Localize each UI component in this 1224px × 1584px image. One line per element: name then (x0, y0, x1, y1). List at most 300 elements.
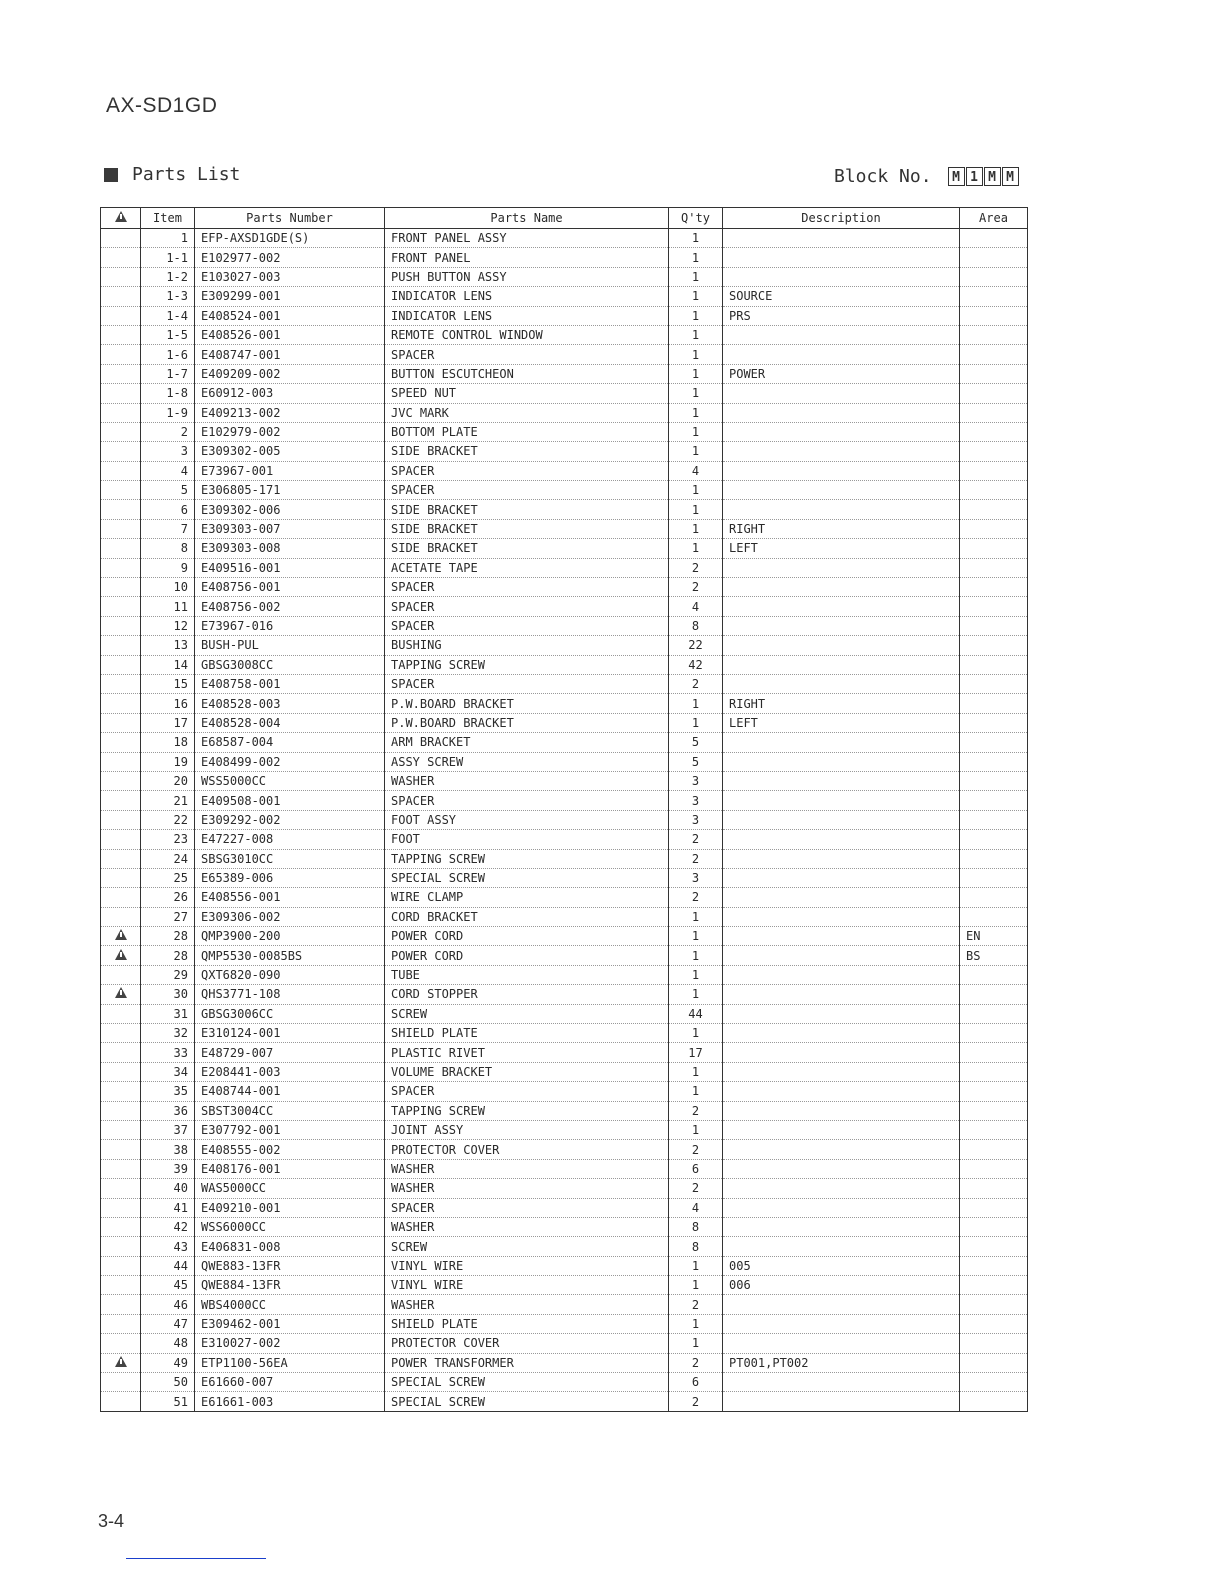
parts-number-cell: E307792-001 (195, 1120, 385, 1139)
parts-name-cell: JVC MARK (385, 403, 669, 422)
area-cell (960, 248, 1028, 267)
qty-cell: 2 (669, 674, 723, 693)
item-cell: 51 (141, 1392, 195, 1411)
qty-cell: 1 (669, 267, 723, 286)
description-cell: SOURCE (723, 287, 960, 306)
description-cell (723, 578, 960, 597)
safety-mark-cell (101, 752, 141, 771)
item-cell: 35 (141, 1082, 195, 1101)
parts-name-cell: SPACER (385, 616, 669, 635)
parts-number-cell: E409210-001 (195, 1198, 385, 1217)
safety-mark-cell (101, 1024, 141, 1043)
item-cell: 49 (141, 1353, 195, 1372)
qty-cell: 2 (669, 578, 723, 597)
qty-cell: 3 (669, 791, 723, 810)
table-row (101, 422, 1028, 441)
parts-number-cell: E408528-004 (195, 713, 385, 732)
parts-name-cell: SIDE BRACKET (385, 500, 669, 519)
table-row (101, 1004, 1028, 1023)
qty-cell: 1 (669, 1314, 723, 1333)
footer-rule (126, 1558, 266, 1559)
safety-mark-cell (101, 1314, 141, 1333)
table-row (101, 985, 1028, 1004)
item-cell: 14 (141, 655, 195, 674)
description-cell (723, 461, 960, 480)
area-cell (960, 229, 1028, 248)
safety-mark-cell (101, 500, 141, 519)
qty-cell: 1 (669, 364, 723, 383)
parts-name-cell: POWER CORD (385, 927, 669, 946)
table-row (101, 1276, 1028, 1295)
parts-number-cell: E61660-007 (195, 1373, 385, 1392)
description-cell (723, 1159, 960, 1178)
area-cell (960, 1024, 1028, 1043)
parts-number-cell: E408747-001 (195, 345, 385, 364)
area-cell (960, 442, 1028, 461)
block-code-boxes (948, 167, 1020, 186)
parts-name-cell: VINYL WIRE (385, 1256, 669, 1275)
description-cell (723, 1120, 960, 1139)
safety-mark-cell (101, 674, 141, 693)
description-cell (723, 1179, 960, 1198)
table-row (101, 519, 1028, 538)
parts-table (100, 207, 1028, 1412)
item-cell: 7 (141, 519, 195, 538)
qty-cell: 1 (669, 965, 723, 984)
safety-mark-cell (101, 1062, 141, 1081)
parts-name-cell: PROTECTOR COVER (385, 1140, 669, 1159)
table-row (101, 500, 1028, 519)
parts-name-cell: POWER CORD (385, 946, 669, 965)
safety-mark-cell (101, 1334, 141, 1353)
parts-number-cell: GBSG3008CC (195, 655, 385, 674)
table-row (101, 306, 1028, 325)
area-cell (960, 481, 1028, 500)
qty-cell: 6 (669, 1159, 723, 1178)
safety-mark-cell (101, 868, 141, 887)
parts-number-cell: E408756-001 (195, 578, 385, 597)
item-cell: 1-2 (141, 267, 195, 286)
parts-name-cell: VINYL WIRE (385, 1276, 669, 1295)
area-cell (960, 1004, 1028, 1023)
parts-name-cell: BOTTOM PLATE (385, 422, 669, 441)
safety-mark-cell (101, 927, 141, 946)
qty-cell: 1 (669, 1062, 723, 1081)
area-cell (960, 985, 1028, 1004)
table-row (101, 442, 1028, 461)
block-number (834, 166, 1020, 187)
parts-number-cell: E408526-001 (195, 325, 385, 344)
area-cell (960, 830, 1028, 849)
safety-mark-cell (101, 345, 141, 364)
qty-cell: 1 (669, 229, 723, 248)
table-row (101, 1217, 1028, 1236)
table-row (101, 907, 1028, 926)
table-row (101, 287, 1028, 306)
item-cell: 38 (141, 1140, 195, 1159)
qty-cell: 1 (669, 1276, 723, 1295)
parts-number-cell: E408555-002 (195, 1140, 385, 1159)
safety-mark-cell (101, 364, 141, 383)
description-cell (723, 616, 960, 635)
table-row (101, 1353, 1028, 1372)
qty-cell: 2 (669, 830, 723, 849)
qty-cell: 1 (669, 345, 723, 364)
item-cell: 41 (141, 1198, 195, 1217)
parts-number-cell: SBSG3010CC (195, 849, 385, 868)
area-cell (960, 674, 1028, 693)
qty-cell: 1 (669, 1120, 723, 1139)
parts-name-cell: SHIELD PLATE (385, 1314, 669, 1333)
parts-number-cell: E61661-003 (195, 1392, 385, 1411)
safety-mark-cell (101, 713, 141, 732)
parts-number-cell: E406831-008 (195, 1237, 385, 1256)
table-header-row (101, 208, 1028, 229)
qty-cell: 1 (669, 306, 723, 325)
area-cell (960, 1276, 1028, 1295)
description-cell (723, 1198, 960, 1217)
safety-mark-cell (101, 1276, 141, 1295)
qty-cell: 1 (669, 403, 723, 422)
safety-mark-cell (101, 1179, 141, 1198)
item-cell: 21 (141, 791, 195, 810)
parts-number-cell: E47227-008 (195, 830, 385, 849)
safety-mark-cell (101, 267, 141, 286)
qty-cell: 3 (669, 810, 723, 829)
header-parts-number: Parts Number (195, 208, 385, 229)
description-cell (723, 597, 960, 616)
parts-number-cell: E408758-001 (195, 674, 385, 693)
description-cell (723, 558, 960, 577)
parts-name-cell: TAPPING SCREW (385, 1101, 669, 1120)
parts-name-cell: SPEED NUT (385, 384, 669, 403)
area-cell (960, 868, 1028, 887)
qty-cell: 8 (669, 1237, 723, 1256)
area-cell (960, 287, 1028, 306)
item-cell: 33 (141, 1043, 195, 1062)
item-cell: 36 (141, 1101, 195, 1120)
qty-cell: 5 (669, 733, 723, 752)
area-cell (960, 345, 1028, 364)
safety-mark-cell (101, 461, 141, 480)
area-cell (960, 461, 1028, 480)
area-cell (960, 578, 1028, 597)
area-cell (960, 1256, 1028, 1275)
table-row (101, 1024, 1028, 1043)
parts-number-cell: E65389-006 (195, 868, 385, 887)
qty-cell: 3 (669, 771, 723, 790)
table-row (101, 325, 1028, 344)
qty-cell: 1 (669, 1256, 723, 1275)
parts-number-cell: E73967-016 (195, 616, 385, 635)
table-row (101, 965, 1028, 984)
item-cell: 25 (141, 868, 195, 887)
safety-mark-cell (101, 791, 141, 810)
parts-number-cell: E309299-001 (195, 287, 385, 306)
safety-mark-cell (101, 403, 141, 422)
table-row (101, 771, 1028, 790)
item-cell: 8 (141, 539, 195, 558)
block-code-box: M (984, 167, 1001, 186)
square-bullet-icon (104, 168, 118, 182)
header-safety (101, 208, 141, 229)
area-cell (960, 597, 1028, 616)
table-row (101, 364, 1028, 383)
safety-mark-cell (101, 248, 141, 267)
header-parts-name: Parts Name (385, 208, 669, 229)
parts-name-cell: CORD STOPPER (385, 985, 669, 1004)
parts-number-cell: WAS5000CC (195, 1179, 385, 1198)
parts-number-cell: QMP5530-0085BS (195, 946, 385, 965)
description-cell (723, 422, 960, 441)
parts-number-cell: GBSG3006CC (195, 1004, 385, 1023)
area-cell (960, 655, 1028, 674)
parts-number-cell: E310027-002 (195, 1334, 385, 1353)
parts-number-cell: E408528-003 (195, 694, 385, 713)
qty-cell: 1 (669, 694, 723, 713)
parts-number-cell: E60912-003 (195, 384, 385, 403)
qty-cell: 2 (669, 888, 723, 907)
parts-number-cell: E408524-001 (195, 306, 385, 325)
description-cell (723, 229, 960, 248)
area-cell (960, 849, 1028, 868)
area-cell (960, 403, 1028, 422)
area-cell (960, 1217, 1028, 1236)
qty-cell: 1 (669, 519, 723, 538)
safety-mark-cell (101, 1392, 141, 1411)
table-row (101, 558, 1028, 577)
qty-cell: 3 (669, 868, 723, 887)
description-cell (723, 771, 960, 790)
table-row (101, 345, 1028, 364)
parts-name-cell: TUBE (385, 965, 669, 984)
safety-mark-cell (101, 1159, 141, 1178)
item-cell: 16 (141, 694, 195, 713)
area-cell (960, 558, 1028, 577)
area-cell (960, 1179, 1028, 1198)
description-cell (723, 655, 960, 674)
description-cell (723, 965, 960, 984)
item-cell: 1-1 (141, 248, 195, 267)
parts-name-cell: SCREW (385, 1004, 669, 1023)
parts-name-cell: P.W.BOARD BRACKET (385, 713, 669, 732)
item-cell: 43 (141, 1237, 195, 1256)
description-cell (723, 1217, 960, 1236)
item-cell: 6 (141, 500, 195, 519)
description-cell (723, 500, 960, 519)
item-cell: 5 (141, 481, 195, 500)
area-cell (960, 1082, 1028, 1101)
block-code-box: 1 (966, 167, 983, 186)
qty-cell: 2 (669, 1140, 723, 1159)
table-row (101, 1314, 1028, 1333)
description-cell: POWER (723, 364, 960, 383)
description-cell (723, 636, 960, 655)
table-row (101, 946, 1028, 965)
parts-name-cell: FRONT PANEL ASSY (385, 229, 669, 248)
description-cell: 006 (723, 1276, 960, 1295)
qty-cell: 2 (669, 1101, 723, 1120)
area-cell (960, 1392, 1028, 1411)
area-cell (960, 539, 1028, 558)
item-cell: 19 (141, 752, 195, 771)
parts-number-cell: BUSH-PUL (195, 636, 385, 655)
table-row (101, 616, 1028, 635)
parts-name-cell: VOLUME BRACKET (385, 1062, 669, 1081)
item-cell: 37 (141, 1120, 195, 1139)
qty-cell: 4 (669, 1198, 723, 1217)
table-row (101, 694, 1028, 713)
safety-mark-cell (101, 578, 141, 597)
safety-mark-cell (101, 1101, 141, 1120)
description-cell (723, 791, 960, 810)
safety-mark-cell (101, 771, 141, 790)
safety-mark-cell (101, 384, 141, 403)
parts-number-cell: E309303-007 (195, 519, 385, 538)
description-cell (723, 907, 960, 926)
parts-name-cell: PUSH BUTTON ASSY (385, 267, 669, 286)
description-cell (723, 849, 960, 868)
table-row (101, 655, 1028, 674)
safety-mark-cell (101, 287, 141, 306)
item-cell: 13 (141, 636, 195, 655)
area-cell (960, 306, 1028, 325)
warning-triangle-icon (115, 949, 127, 960)
item-cell: 50 (141, 1373, 195, 1392)
parts-number-cell: WSS6000CC (195, 1217, 385, 1236)
area-cell (960, 694, 1028, 713)
item-cell: 11 (141, 597, 195, 616)
description-cell (723, 946, 960, 965)
table-row (101, 674, 1028, 693)
table-row (101, 229, 1028, 248)
qty-cell: 1 (669, 248, 723, 267)
area-cell (960, 500, 1028, 519)
area-cell (960, 1101, 1028, 1120)
qty-cell: 1 (669, 1334, 723, 1353)
safety-mark-cell (101, 1256, 141, 1275)
area-cell (960, 1314, 1028, 1333)
item-cell: 1-6 (141, 345, 195, 364)
item-cell: 46 (141, 1295, 195, 1314)
safety-mark-cell (101, 965, 141, 984)
parts-number-cell: E408499-002 (195, 752, 385, 771)
table-row (101, 849, 1028, 868)
safety-mark-cell (101, 733, 141, 752)
parts-name-cell: WASHER (385, 1217, 669, 1236)
area-cell (960, 771, 1028, 790)
table-row (101, 578, 1028, 597)
parts-number-cell: QMP3900-200 (195, 927, 385, 946)
description-cell (723, 810, 960, 829)
header-area: Area (960, 208, 1028, 229)
parts-number-cell: QWE884-13FR (195, 1276, 385, 1295)
header-item: Item (141, 208, 195, 229)
parts-number-cell: WSS5000CC (195, 771, 385, 790)
warning-triangle-icon (115, 1356, 127, 1367)
description-cell (723, 733, 960, 752)
qty-cell: 4 (669, 597, 723, 616)
item-cell: 31 (141, 1004, 195, 1023)
description-cell (723, 888, 960, 907)
item-cell: 30 (141, 985, 195, 1004)
parts-name-cell: SPACER (385, 597, 669, 616)
area-cell (960, 1140, 1028, 1159)
parts-number-cell: E73967-001 (195, 461, 385, 480)
safety-mark-cell (101, 1043, 141, 1062)
item-cell: 1-8 (141, 384, 195, 403)
description-cell (723, 345, 960, 364)
description-cell (723, 1024, 960, 1043)
table-row (101, 539, 1028, 558)
area-cell (960, 384, 1028, 403)
parts-number-cell: WBS4000CC (195, 1295, 385, 1314)
item-cell: 39 (141, 1159, 195, 1178)
parts-name-cell: PROTECTOR COVER (385, 1334, 669, 1353)
qty-cell: 1 (669, 442, 723, 461)
parts-name-cell: SHIELD PLATE (385, 1024, 669, 1043)
safety-mark-cell (101, 597, 141, 616)
description-cell: RIGHT (723, 694, 960, 713)
parts-table-body (101, 229, 1028, 1412)
table-row (101, 713, 1028, 732)
description-cell (723, 267, 960, 286)
parts-name-cell: SIDE BRACKET (385, 519, 669, 538)
table-row (101, 1334, 1028, 1353)
table-row (101, 1120, 1028, 1139)
table-row (101, 1256, 1028, 1275)
parts-name-cell: SPACER (385, 1082, 669, 1101)
parts-number-cell: E409508-001 (195, 791, 385, 810)
safety-mark-cell (101, 539, 141, 558)
description-cell (723, 1334, 960, 1353)
item-cell: 17 (141, 713, 195, 732)
safety-mark-cell (101, 1353, 141, 1372)
qty-cell: 5 (669, 752, 723, 771)
qty-cell: 1 (669, 927, 723, 946)
parts-number-cell: E103027-003 (195, 267, 385, 286)
qty-cell: 4 (669, 461, 723, 480)
table-row (101, 1179, 1028, 1198)
safety-mark-cell (101, 1140, 141, 1159)
area-cell (960, 519, 1028, 538)
item-cell: 34 (141, 1062, 195, 1081)
safety-mark-cell (101, 1373, 141, 1392)
safety-mark-cell (101, 655, 141, 674)
description-cell (723, 1314, 960, 1333)
description-cell (723, 481, 960, 500)
table-row (101, 403, 1028, 422)
parts-number-cell: E309292-002 (195, 810, 385, 829)
parts-number-cell: SBST3004CC (195, 1101, 385, 1120)
parts-number-cell: E309462-001 (195, 1314, 385, 1333)
area-cell (960, 965, 1028, 984)
qty-cell: 1 (669, 481, 723, 500)
description-cell (723, 1101, 960, 1120)
description-cell: RIGHT (723, 519, 960, 538)
section-title-text: Parts List (132, 164, 241, 185)
item-cell: 44 (141, 1256, 195, 1275)
qty-cell: 42 (669, 655, 723, 674)
parts-number-cell: E309302-005 (195, 442, 385, 461)
parts-name-cell: SPACER (385, 1198, 669, 1217)
parts-name-cell: FOOT ASSY (385, 810, 669, 829)
item-cell: 4 (141, 461, 195, 480)
safety-mark-cell (101, 422, 141, 441)
parts-number-cell: E309303-008 (195, 539, 385, 558)
table-row (101, 1159, 1028, 1178)
parts-name-cell: SPACER (385, 791, 669, 810)
